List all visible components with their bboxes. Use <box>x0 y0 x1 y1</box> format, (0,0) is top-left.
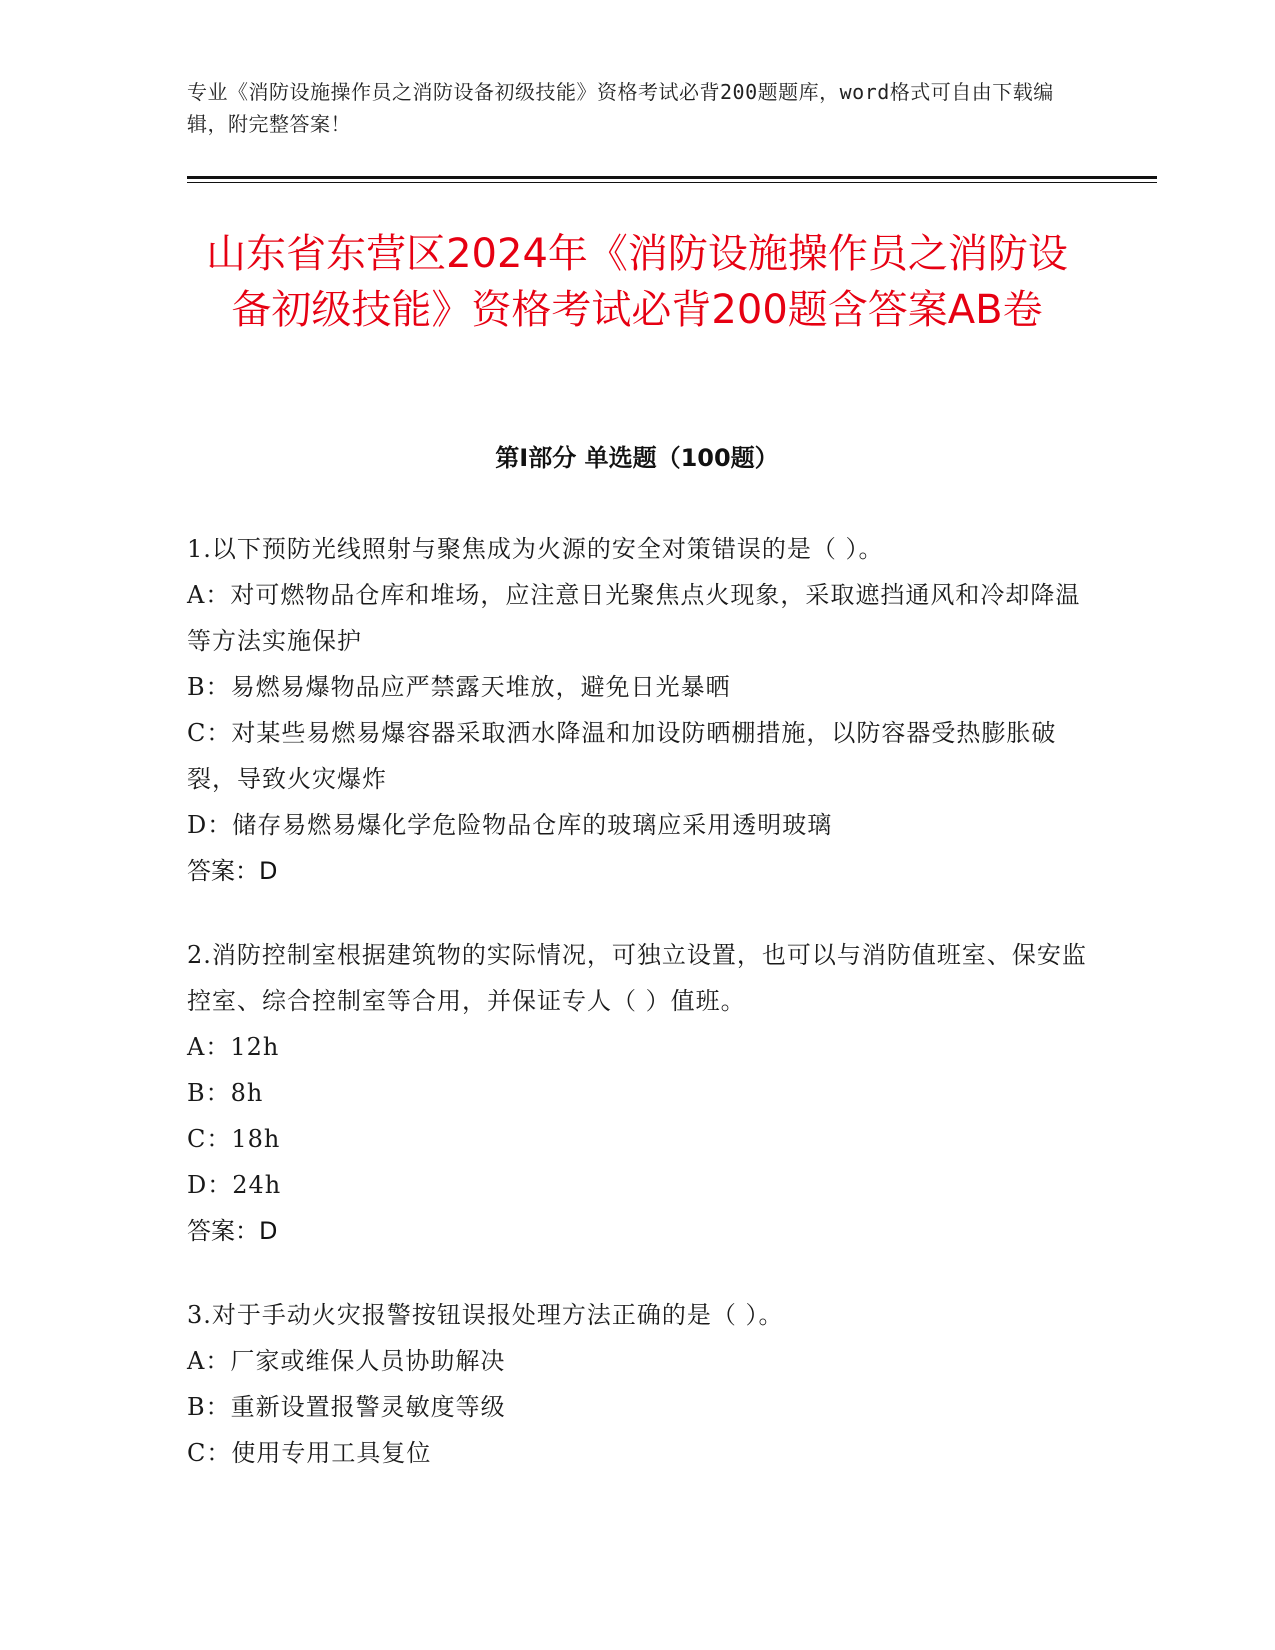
question-1 <box>187 526 1087 894</box>
option-c: C：使用专用工具复位 <box>187 1439 432 1467</box>
option-a: A：对可燃物品仓库和堆场，应注意日光聚焦点火现象，采取遮挡通风和冷却降温等方法实施保护 <box>187 581 1081 655</box>
option-b: B：重新设置报警灵敏度等级 <box>187 1393 506 1421</box>
question-2 <box>187 932 1087 1254</box>
answer-line: 答案：D <box>187 857 278 885</box>
header-divider-thick <box>187 176 1157 179</box>
section-title: 第I部分 单选题（100题） <box>495 444 779 472</box>
option-d: D：储存易燃易爆化学危险物品仓库的玻璃应采用透明玻璃 <box>187 811 833 839</box>
option-b: B：易燃易爆物品应严禁露天堆放，避免日光暴晒 <box>187 673 731 701</box>
question-list <box>187 526 1087 1514</box>
option-c: C：对某些易燃易爆容器采取洒水降温和加设防晒棚措施，以防容器受热膨胀破裂，导致火灾爆炸 <box>187 719 1057 793</box>
document-title: 山东省东营区2024年《消防设施操作员之消防设备初级技能》资格考试必背200题含答案AB卷 <box>206 231 1068 333</box>
option-d: D：24h <box>187 1171 282 1199</box>
option-b: B：8h <box>187 1079 264 1107</box>
question-stem: 3.对于手动火灾报警按钮误报处理方法正确的是（ ）。 <box>187 1301 784 1329</box>
answer-line: 答案：D <box>187 1217 278 1245</box>
question-stem: 2.消防控制室根据建筑物的实际情况，可独立设置，也可以与消防值班室、保安监控室、综合控制室等合用，并保证专人（ ）值班。 <box>187 941 1087 1015</box>
header-divider-thin <box>187 182 1157 183</box>
header-note: 专业《消防设施操作员之消防设备初级技能》资格考试必背200题题库，word格式可自由下载编辑，附完整答案！ <box>187 80 1054 136</box>
question-3 <box>187 1292 1087 1476</box>
option-c: C：18h <box>187 1125 281 1153</box>
question-stem: 1.以下预防光线照射与聚焦成为火源的安全对策错误的是（ ）。 <box>187 535 884 563</box>
option-a: A：厂家或维保人员协助解决 <box>187 1347 506 1375</box>
option-a: A：12h <box>187 1033 280 1061</box>
